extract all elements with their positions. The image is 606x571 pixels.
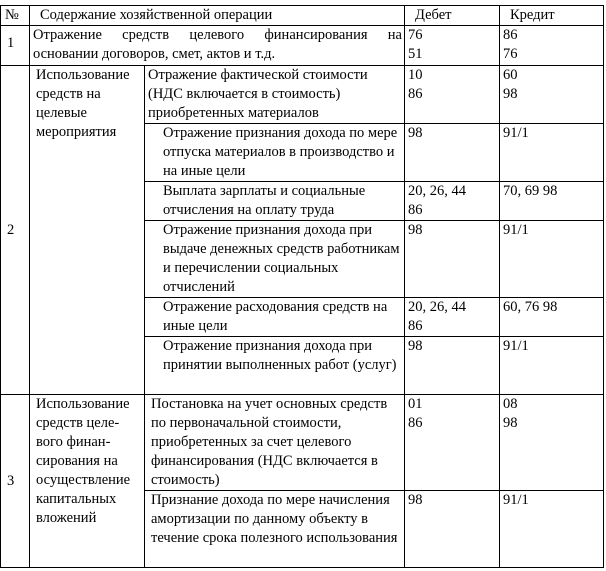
operation-description: Постановка на учет основных средств по первоначальной стоимости, приобретенных за счет целевого финансирования (НДС включается в стоимость)	[145, 395, 405, 491]
operation-description: Выплата зарплаты и социальные отчисления на оплату труда	[145, 182, 405, 221]
table-row	[1, 395, 604, 491]
header-debit: Дебет	[405, 6, 500, 26]
operation-description: Отражение признания дохода по мере отпуска материалов в производство и на иные цели	[145, 124, 405, 182]
credit-accounts: 91/1	[500, 221, 604, 298]
credit-accounts: 60, 76 98	[500, 298, 604, 337]
debit-accounts: 98	[405, 337, 500, 395]
category-label: Использование средств целе-вого финан-сирования на осуществление капитальных вложений	[30, 395, 145, 568]
operation-description: Отражение средств целевого финансирования на основании договоров, смет, актов и т.д.	[30, 26, 405, 66]
credit-accounts: 86 76	[500, 26, 604, 66]
debit-accounts: 20, 26, 44 86	[405, 298, 500, 337]
debit-accounts: 98	[405, 124, 500, 182]
operation-description: Отражение расходования средств на иные цели	[145, 298, 405, 337]
credit-accounts: 60 98	[500, 66, 604, 124]
debit-accounts: 76 51	[405, 26, 500, 66]
header-content: Содержание хозяйственной операции	[30, 6, 405, 26]
operation-description: Отражение признания дохода при принятии выполненных работ (услуг)	[145, 337, 405, 395]
header-num: №	[1, 6, 30, 26]
row-number: 1	[1, 26, 30, 66]
category-label: Использование средств на целевые мероприятия	[30, 66, 145, 395]
table-row	[1, 66, 604, 124]
credit-accounts: 91/1	[500, 491, 604, 568]
debit-accounts: 10 86	[405, 66, 500, 124]
operation-description: Отражение признания дохода при выдаче денежных средств работникам и перечислении социальных отчислений	[145, 221, 405, 298]
credit-accounts: 91/1	[500, 124, 604, 182]
debit-accounts: 98	[405, 221, 500, 298]
debit-accounts: 20, 26, 44 86	[405, 182, 500, 221]
table-header-row	[1, 6, 604, 26]
credit-accounts: 70, 69 98	[500, 182, 604, 221]
header-credit: Кредит	[500, 6, 604, 26]
operation-description: Признание дохода по мере начисления амортизации по данному объекту в течение срока полезного использования	[145, 491, 405, 568]
row-number: 3	[1, 395, 30, 568]
credit-accounts: 08 98	[500, 395, 604, 491]
operations-table	[0, 5, 604, 568]
row-number: 2	[1, 66, 30, 395]
operation-description: Отражение фактической стоимости (НДС включается в стоимость) приобретенных материалов	[145, 66, 405, 124]
debit-accounts: 01 86	[405, 395, 500, 491]
debit-accounts: 98	[405, 491, 500, 568]
credit-accounts: 91/1	[500, 337, 604, 395]
table-row	[1, 26, 604, 66]
